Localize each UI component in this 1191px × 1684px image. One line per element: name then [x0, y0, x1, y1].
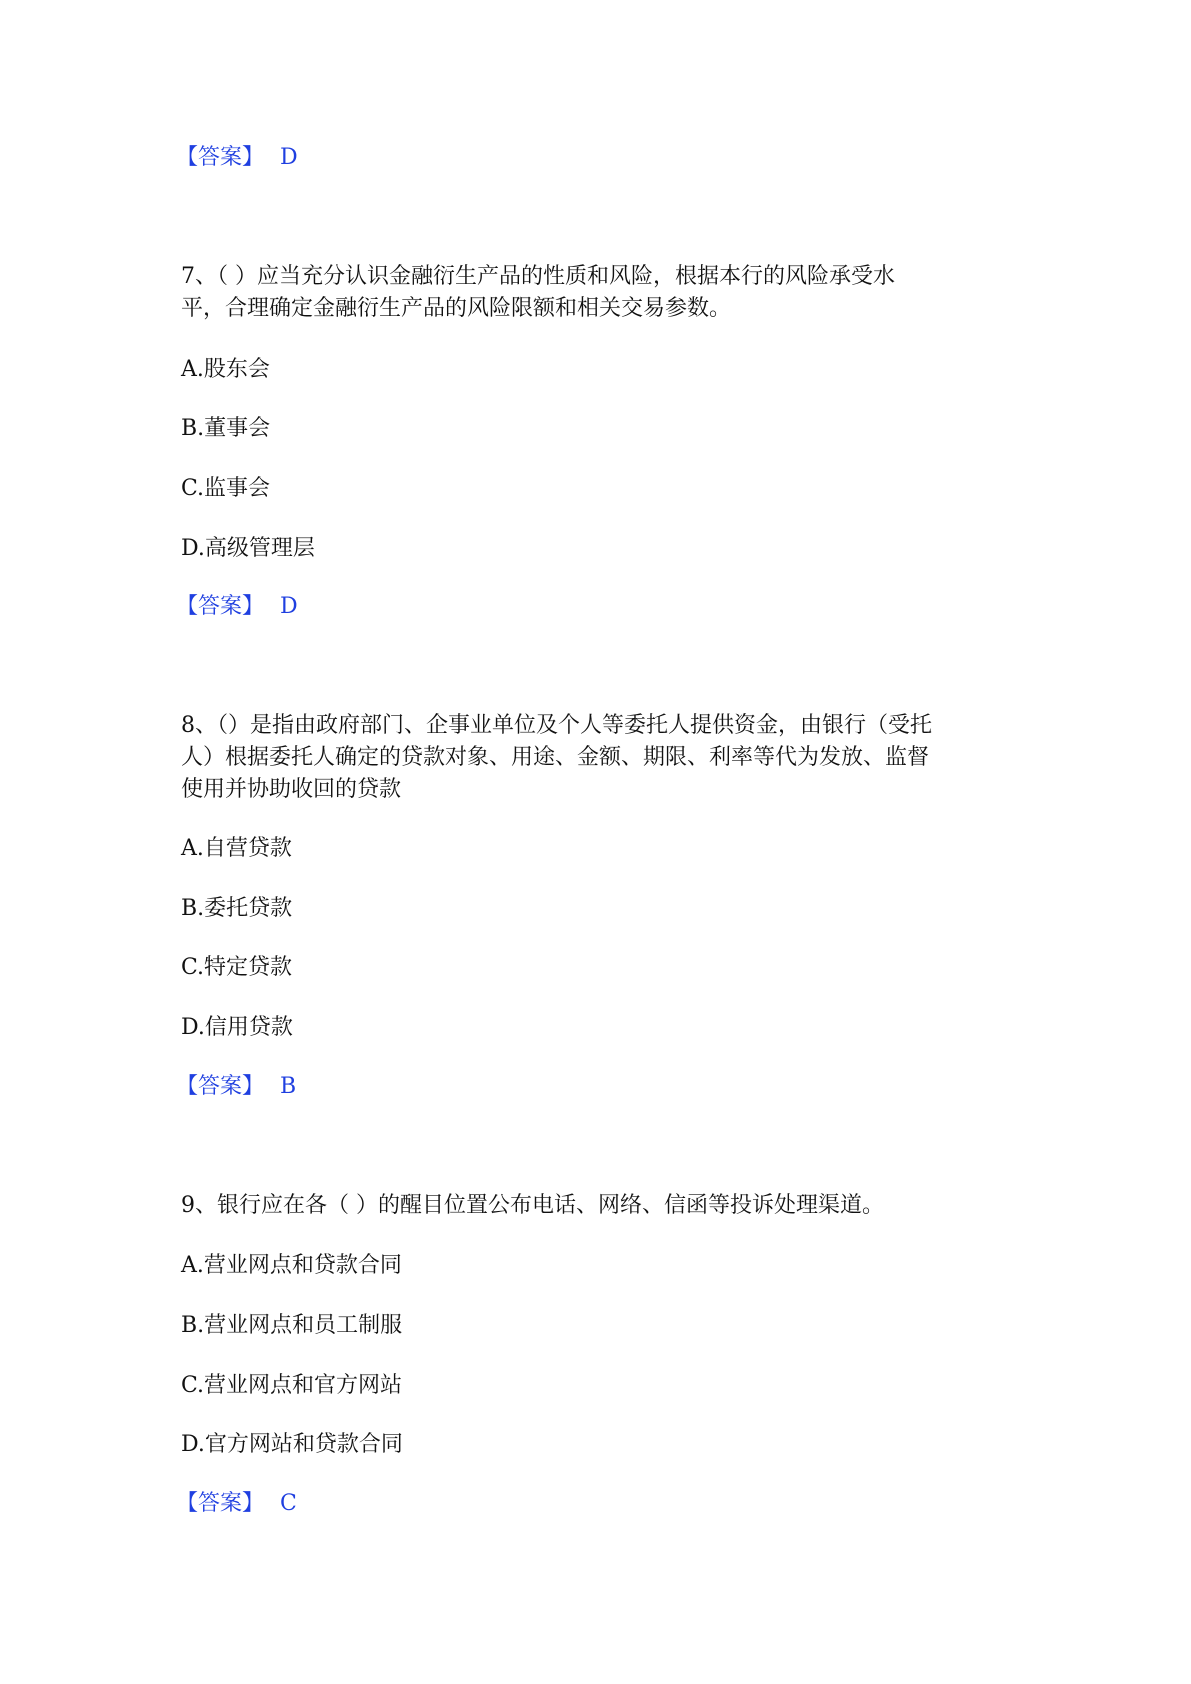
answer-line — [176, 591, 298, 623]
option-b: B.董事会 — [181, 416, 271, 441]
question-stem-line: 8、（）是指由政府部门、企事业单位及个人等委托人提供资金，由银行（受托 — [181, 713, 932, 738]
question-stem-line: 人）根据委托人确定的贷款对象、用途、金额、期限、利率等代为发放、监督 — [181, 745, 930, 770]
question-stem-line: 7、（ ）应当充分认识金融衍生产品的性质和风险，根据本行的风险承受水 — [181, 264, 895, 289]
answer-value: B — [280, 1074, 297, 1099]
option-a: A.股东会 — [181, 357, 270, 382]
answer-value: D — [280, 594, 298, 619]
answer-line — [176, 142, 298, 174]
option-c: C.监事会 — [181, 476, 271, 501]
question-stem-line: 9、银行应在各（ ）的醒目位置公布电话、网络、信函等投诉处理渠道。 — [181, 1193, 884, 1218]
option-d: D.高级管理层 — [181, 536, 315, 561]
answer-value: D — [280, 145, 298, 170]
answer-line — [176, 1488, 297, 1520]
option-c: C.营业网点和官方网站 — [181, 1373, 403, 1398]
option-d: D.信用贷款 — [181, 1015, 293, 1040]
answer-value: C — [280, 1491, 297, 1516]
answer-label: 【答案】 — [176, 1074, 265, 1099]
question-stem-line: 使用并协助收回的贷款 — [181, 777, 402, 802]
answer-label: 【答案】 — [176, 145, 265, 170]
option-c: C.特定贷款 — [181, 955, 293, 980]
option-a: A.营业网点和贷款合同 — [181, 1253, 402, 1278]
answer-line — [176, 1071, 296, 1103]
option-d: D.官方网站和贷款合同 — [181, 1432, 403, 1457]
option-b: B.委托贷款 — [181, 896, 293, 921]
answer-label: 【答案】 — [176, 594, 265, 619]
question-stem-line: 平，合理确定金融衍生产品的风险限额和相关交易参数。 — [181, 296, 732, 321]
answer-label: 【答案】 — [176, 1491, 265, 1516]
option-a: A.自营贷款 — [181, 836, 292, 861]
option-b: B.营业网点和员工制服 — [181, 1313, 403, 1338]
